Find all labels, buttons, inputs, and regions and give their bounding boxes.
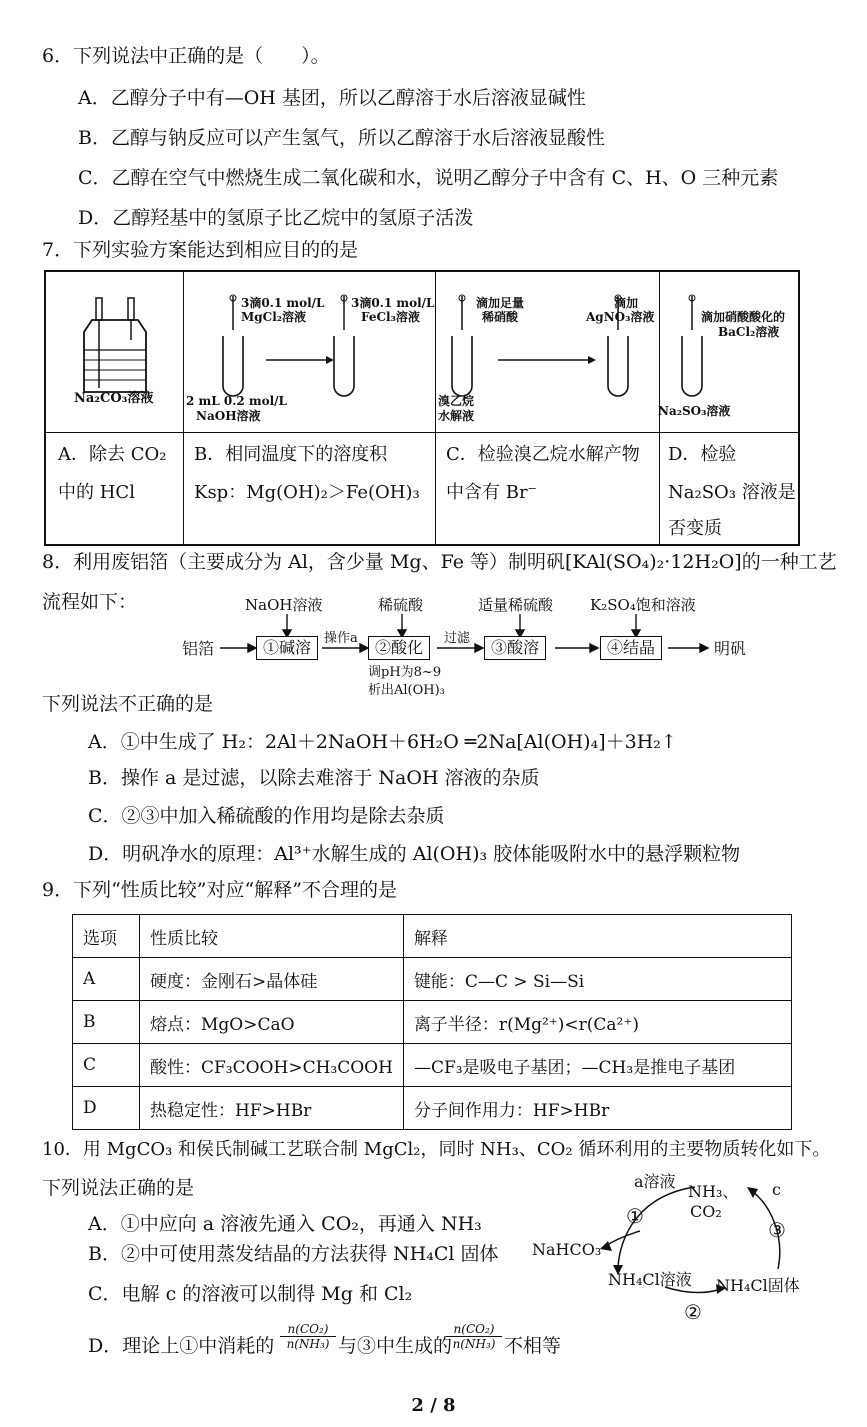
- caption-a2: 中的 HCl: [58, 482, 135, 503]
- cycle-step-2: ②: [684, 1300, 702, 1324]
- frac-1-den: n(NH₃): [286, 1337, 330, 1351]
- fig-c-add2b: AgNO₃溶液: [586, 310, 655, 324]
- fig-d-add1b: BaCl₂溶液: [718, 325, 780, 339]
- fig-c-add2: 滴加: [614, 296, 639, 310]
- table-cell: 离子半径：r(Mg²⁺)<r(Ca²⁺): [403, 1001, 791, 1044]
- q8-option-d: D．明矾净水的原理：Al³⁺水解生成的 Al(OH)₃ 胶体能吸附水中的悬浮颗粒物: [88, 843, 741, 865]
- table-header: 解释: [403, 915, 791, 958]
- frac-1-num: n(CO₂): [280, 1322, 336, 1337]
- caption-b1: B．相同温度下的溶度积: [194, 444, 388, 465]
- q8-stem-2: 流程如下：: [42, 591, 138, 613]
- q10-stem: 10．用 MgCO₃ 和侯氏制碱工艺联合制 MgCl₂，同时 NH₃、CO₂ 循环利用的主要物质转化如下。: [42, 1139, 831, 1160]
- q6-option-c: C．乙醇在空气中燃烧生成二氧化碳和水，说明乙醇分子中含有 C、H、O 三种元素: [78, 167, 779, 189]
- reagent-k2so4: K₂SO₄饱和溶液: [590, 596, 696, 614]
- q10-option-b: B．②中可使用蒸发结晶的方法获得 NH₄Cl 固体: [88, 1243, 499, 1265]
- q9-table: [72, 914, 792, 1130]
- page-number: 2 / 8: [411, 1395, 456, 1416]
- frac-2-den: n(NH₃): [452, 1337, 496, 1351]
- cycle-a-solution: a溶液: [634, 1172, 676, 1191]
- q7-stem: 7．下列实验方案能达到相应目的的是: [42, 239, 359, 261]
- table-cell: 酸性：CF₃COOH>CH₃COOH: [140, 1044, 404, 1087]
- flow-box-3: ③酸溶: [484, 636, 546, 660]
- fig-a-label: Na₂CO₃溶液: [74, 391, 154, 406]
- cycle-co2: CO₂: [690, 1202, 722, 1221]
- q8-stem-1: 8．利用废铝箔（主要成分为 Al，含少量 Mg、Fe 等）制明矾[KAl(SO₄)₂·12H₂O]的一种工艺: [42, 551, 837, 573]
- fig-b-drop1: 3滴0.1 mol/L: [241, 296, 325, 310]
- caption-a1: A．除去 CO₂: [58, 444, 167, 465]
- flow-start: 铝箔: [182, 639, 215, 658]
- q10-option-d-pre: D．理论上①中消耗的: [88, 1335, 275, 1357]
- fig-b-drop1b: MgCl₂溶液: [241, 310, 307, 324]
- table-cell: D: [73, 1087, 140, 1130]
- fig-b-base2: NaOH溶液: [196, 409, 261, 423]
- q6-option-b: B．乙醇与钠反应可以产生氢气，所以乙醇溶于水后溶液显酸性: [78, 127, 605, 149]
- q7-figure-table: [44, 270, 800, 546]
- table-cell: 硬度：金刚石>晶体硅: [140, 958, 404, 1001]
- table-row: [73, 1087, 792, 1130]
- q10-ask: 下列说法正确的是: [42, 1177, 195, 1199]
- cycle-c: c: [772, 1180, 781, 1199]
- q10-option-a: A．①中应向 a 溶液先通入 CO₂，再通入 NH₃: [88, 1213, 482, 1235]
- table-cell: A: [73, 958, 140, 1001]
- table-cell: B: [73, 1001, 140, 1044]
- flow-end: 明矾: [714, 639, 747, 658]
- cycle-nh4cl-solid: NH₄Cl固体: [716, 1276, 800, 1295]
- q10-option-d-post: 不相等: [504, 1335, 562, 1357]
- reagent-naoh: NaOH溶液: [245, 596, 323, 614]
- table-cell: 热稳定性：HF>HBr: [140, 1087, 404, 1130]
- q6-stem: 6．下列说法中正确的是（ ）。: [42, 45, 330, 67]
- table-cell: C: [73, 1044, 140, 1087]
- cycle-nh4cl-solution: NH₄Cl溶液: [608, 1270, 692, 1289]
- q6-option-d: D．乙醇羟基中的氢原子比乙烷中的氢原子活泼: [78, 207, 474, 229]
- table-cell: 键能：C—C > Si—Si: [403, 958, 791, 1001]
- cycle-step-1: ①: [626, 1204, 644, 1228]
- q9-stem: 9．下列“性质比较”对应“解释”不合理的是: [42, 879, 397, 901]
- table-header: 性质比较: [140, 915, 404, 958]
- cycle-nahco3: NaHCO₃: [532, 1240, 602, 1259]
- fig-d-add1: 滴加硝酸酸化的: [701, 310, 786, 324]
- q10-option-d-mid: 与③中生成的: [338, 1335, 453, 1357]
- fig-b-base1: 2 mL 0.2 mol/L: [186, 394, 287, 408]
- caption-c1: C．检验溴乙烷水解产物: [446, 444, 640, 465]
- q6-option-a: A．乙醇分子中有—OH 基团，所以乙醇溶于水后溶液显碱性: [78, 87, 586, 109]
- fig-b-drop2: 3滴0.1 mol/L: [351, 296, 435, 310]
- fig-c-add1b: 稀硝酸: [482, 310, 519, 324]
- flow-filter: 过滤: [444, 631, 471, 646]
- flow-box-4: ④结晶: [600, 636, 662, 660]
- cycle-nh3: NH₃、: [688, 1182, 739, 1201]
- frac-2: [446, 1322, 502, 1351]
- frac-1: [280, 1322, 336, 1351]
- q8-option-a: A．①中生成了 H₂：2Al＋2NaOH＋6H₂O ═2Na[Al(OH)₄]＋3H₂↑: [88, 731, 677, 753]
- flow-note-ph: 调pH为8~9: [368, 665, 442, 680]
- caption-c2: 中含有 Br⁻: [446, 482, 538, 503]
- reagent-dilute-h2so4: 稀硫酸: [378, 596, 424, 614]
- fig-c-add1: 滴加足量: [476, 296, 525, 310]
- table-row: [73, 1001, 792, 1044]
- caption-d2: Na₂SO₃ 溶液是: [668, 482, 796, 503]
- table-header: 选项: [73, 915, 140, 958]
- caption-d1: D．检验: [668, 444, 737, 465]
- frac-2-num: n(CO₂): [446, 1322, 502, 1337]
- flow-box-1: ①碱溶: [256, 636, 318, 660]
- cycle-step-3: ③: [768, 1218, 786, 1242]
- flow-note-precip: 析出Al(OH)₃: [368, 683, 445, 698]
- gas-washing-bottle-icon: [66, 292, 166, 397]
- fig-c-base1: 溴乙烷: [438, 394, 475, 408]
- table-cell: —CF₃是吸电子基团；—CH₃是推电子基团: [403, 1044, 791, 1087]
- table-row: [73, 1044, 792, 1087]
- caption-b2: Ksp：Mg(OH)₂＞Fe(OH)₃: [194, 482, 420, 503]
- table-header-row: [73, 915, 792, 958]
- q8-option-b: B．操作 a 是过滤，以除去难溶于 NaOH 溶液的杂质: [88, 767, 540, 789]
- fig-c-base2: 水解液: [438, 409, 475, 423]
- reagent-moderate-h2so4: 适量稀硫酸: [478, 596, 554, 614]
- fig-d-base: Na₂SO₃溶液: [658, 404, 731, 418]
- caption-d3: 否变质: [668, 518, 722, 539]
- flow-op-a: 操作a: [324, 631, 358, 646]
- test-tube-d-icon: [662, 290, 722, 400]
- q8-option-c: C．②③中加入稀硫酸的作用均是除去杂质: [88, 805, 445, 827]
- table-row: [73, 958, 792, 1001]
- table-cell: 熔点：MgO>CaO: [140, 1001, 404, 1044]
- fig-b-drop2b: FeCl₃溶液: [361, 310, 420, 324]
- q8-ask: 下列说法不正确的是: [42, 693, 214, 715]
- flow-box-2: ②酸化: [368, 636, 430, 660]
- q10-option-c: C．电解 c 的溶液可以制得 Mg 和 Cl₂: [88, 1283, 413, 1305]
- table-cell: 分子间作用力：HF>HBr: [403, 1087, 791, 1130]
